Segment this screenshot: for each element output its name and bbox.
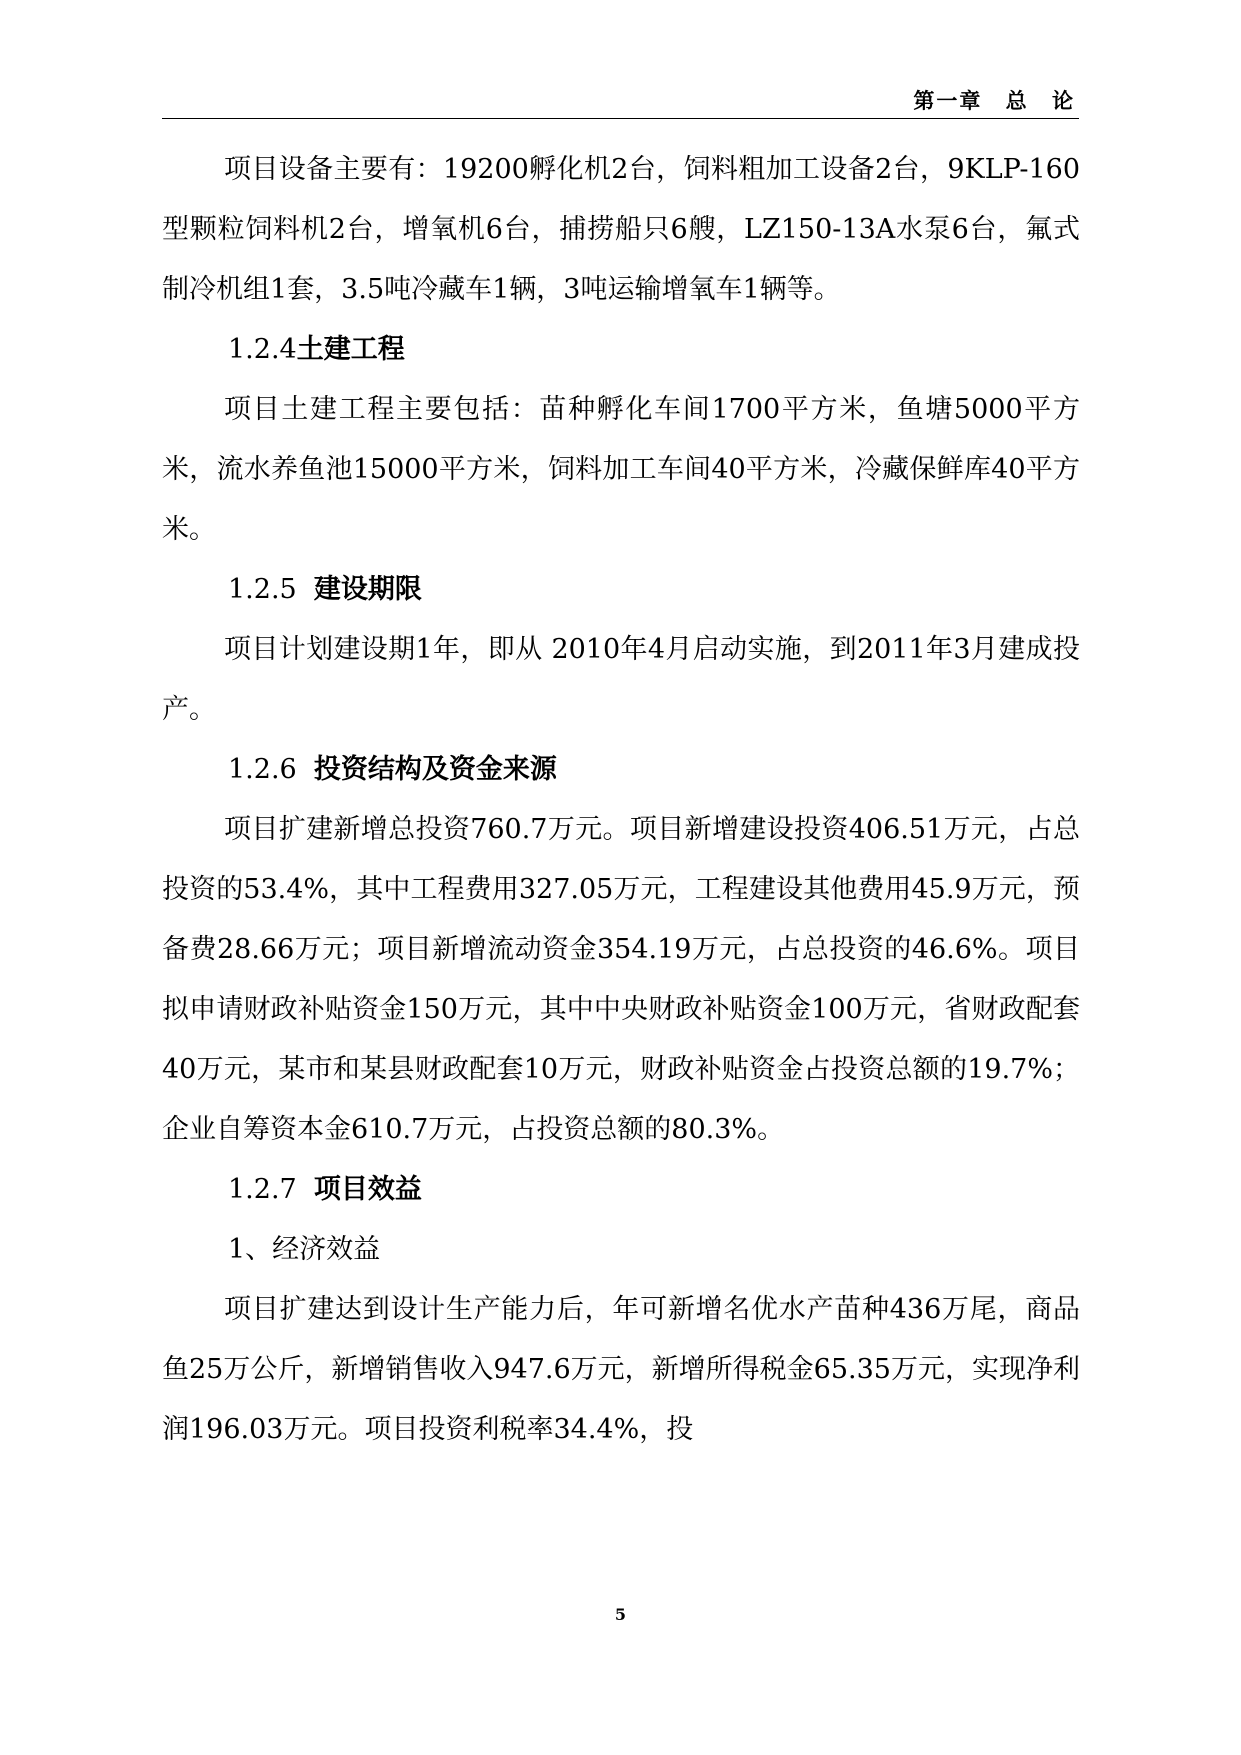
investment-paragraph: 项目扩建新增总投资760.7万元。项目新增建设投资406.51万元，占总投资的53.4%，其中工程费用327.05万元，工程建设其他费用45.9万元，预备费28.66万元；项目新增流动资金354.19万元，占总投资的46.6%。项目拟申请财政补贴资金150万元，其中中央财政补贴资金100万元，省财政配套40万元，某市和某县财政配套10万元，财政补贴资金占投资总额的19.7%；企业自筹资本金610.7万元，占投资总额的80.3%。	[162, 814, 1080, 1145]
section-number: 1.2.6	[228, 754, 297, 785]
section-heading-period	[162, 560, 1080, 620]
section-title: 投资结构及资金来源	[313, 754, 557, 785]
section-title: 土建工程	[296, 334, 405, 365]
section-heading-civil	[162, 320, 1080, 380]
civil-works-paragraph: 项目土建工程主要包括：苗种孵化车间1700平方米，鱼塘5000平方米，流水养鱼池15000平方米，饲料加工车间40平方米，冷藏保鲜库40平方米。	[162, 394, 1080, 545]
section-number: 1.2.5	[228, 574, 297, 605]
page-header	[162, 88, 1079, 119]
section-title: 项目效益	[313, 1174, 422, 1205]
page-number: 5	[614, 1605, 627, 1624]
section-heading-benefit	[162, 1160, 1080, 1220]
construction-period-paragraph: 项目计划建设期1年，即从 2010年4月启动实施，到2011年3月建成投产。	[162, 634, 1080, 725]
equipment-paragraph: 项目设备主要有：19200孵化机2台，饲料粗加工设备2台，9KLP-160型颗粒饲料机2台，增氧机6台，捕捞船只6艘，LZ150-13A水泵6台，氟式制冷机组1套，3.5吨冷藏车1辆，3吨运输增氧车1辆等。	[162, 154, 1080, 305]
section-number: 1.2.4	[228, 334, 297, 365]
chapter-title: 第一章 总 论	[913, 89, 1075, 113]
section-number: 1.2.7	[228, 1174, 297, 1205]
document-body	[162, 140, 1080, 1460]
economic-benefit-paragraph: 项目扩建达到设计生产能力后，年可新增名优水产苗种436万尾，商品鱼25万公斤，新增销售收入947.6万元，新增所得税金65.35万元，实现净利润196.03万元。项目投资利税率34.4%，投	[162, 1294, 1080, 1445]
section-heading-investment	[162, 740, 1080, 800]
subheading-economic: 1、经济效益	[228, 1234, 381, 1265]
section-title: 建设期限	[313, 574, 422, 605]
